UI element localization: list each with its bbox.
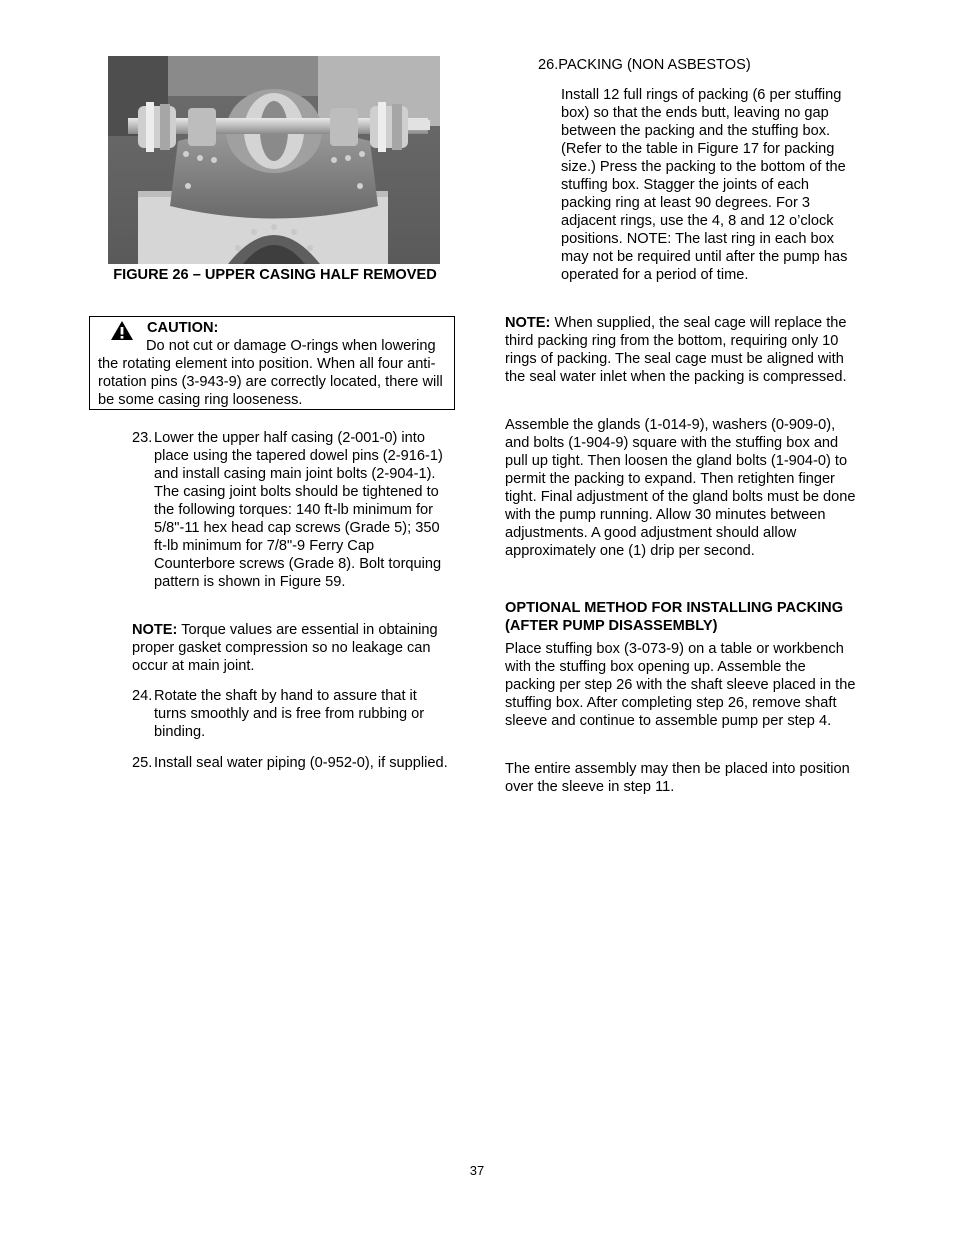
note-text: Torque values are essential in obtaining proper gasket compression so no leakage can occur at main joint. (132, 622, 438, 674)
step-number: 24. (132, 688, 153, 704)
step-23 (132, 429, 450, 591)
note-label: NOTE: (505, 315, 551, 331)
figure-caption: FIGURE 26 – UPPER CASING HALF REMOVED (113, 267, 437, 283)
step-number: 25. (132, 755, 153, 771)
step-text: Rotate the shaft by hand to assure that it turns smoothly and is free from rubbing or binding. (154, 688, 425, 740)
optional-method-text: Place stuffing box (3-073-9) on a table or workbench with the stuffing box opening up. Assemble the packing per step 26 with the shaft sleeve placed in the stuffing box. After completing step 26, remove shaft sleeve and continue to assemble pump per step 4. (505, 641, 856, 729)
step-25 (132, 754, 450, 772)
note-text: When supplied, the seal cage will replace the third packing ring from the bottom, requiring only 10 rings of packing. The seal cage must be aligned with the seal water inlet when the packing is compressed. (505, 315, 847, 385)
caution-box (89, 316, 455, 410)
pump-photo (108, 56, 440, 264)
glands-paragraph: Assemble the glands (1-014-9), washers (0-909-0), and bolts (1-904-9) square with the stuffing box and pull up tight. Then loosen the gland bolts (1-904-0) to permit the packing to expand. Then retighten finger tight. Final adjustment of the gland bolts must be done with the pump running. Allow 30 minutes between adjustments. A good adjustment should allow approximately one (1) drip per second. (505, 417, 856, 559)
caution-heading: CAUTION: (147, 320, 219, 336)
caution-text: Do not cut or damage O-rings when lowering the rotating element into position. When all four anti-rotation pins (3-943-9) are correctly located, there will be some casing ring looseness. (98, 338, 443, 408)
optional-method-heading: OPTIONAL METHOD FOR INSTALLING PACKING (AFTER PUMP DISASSEMBLY) (505, 600, 844, 634)
step-26-heading: 26.PACKING (NON ASBESTOS) (538, 57, 751, 73)
final-paragraph: The entire assembly may then be placed into position over the sleeve in step 11. (505, 761, 850, 795)
page-number: 37 (469, 1163, 485, 1178)
step-number: 23. (132, 430, 153, 446)
step-26-text: Install 12 full rings of packing (6 per stuffing box) so that the ends butt, leaving no gap between the packing and the stuffing box. (Refer to the table in Figure 17 for packing size.) Press the packing to the bottom of the stuffing box. Stagger the joints of each packing ring at least 90 degrees. For 3 adjacent rings, use the 4, 8 and 12 o’clock positions. NOTE: The last ring in each box may not be required until after the pump has operated for a period of time. (561, 87, 848, 283)
step-24 (132, 687, 450, 741)
note-label: NOTE: (132, 622, 178, 638)
seal-cage-note (505, 314, 857, 386)
torque-note (132, 621, 450, 675)
step-text: Lower the upper half casing (2-001-0) into place using the tapered dowel pins (2-916-1) and install casing main joint bolts (2-904-1). The casing joint bolts should be tightened to the following torques: 140 ft-lb minimum for 5/8"-11 hex head cap screws (Grade 5); 350 ft-lb minimum for 7/8"-9 Ferry Cap Counterbore screws (Grade 8). Bolt torquing pattern is shown in Figure 59. (154, 430, 443, 590)
step-text: Install seal water piping (0-952-0), if supplied. (154, 755, 448, 771)
